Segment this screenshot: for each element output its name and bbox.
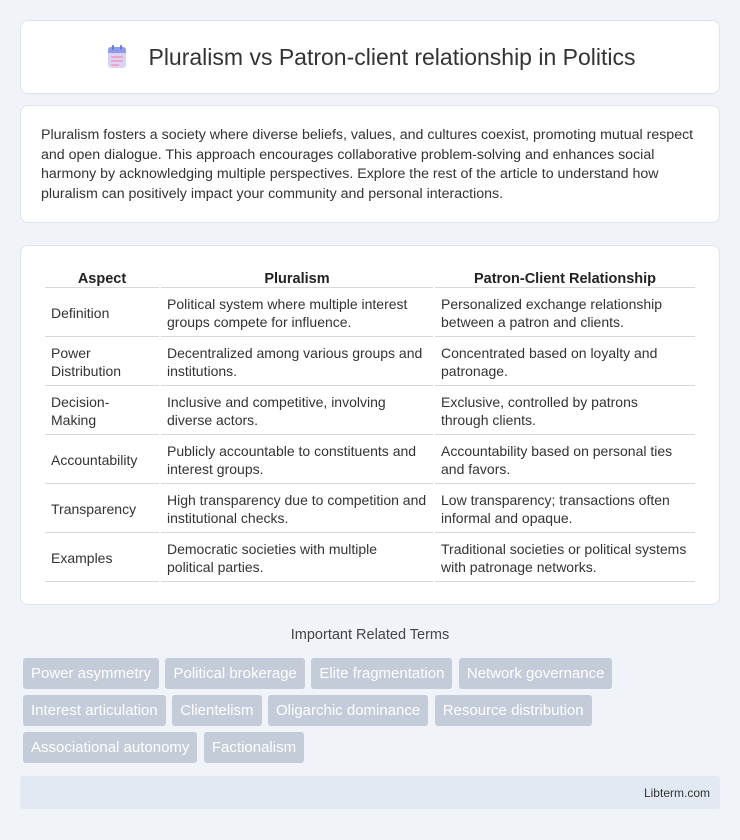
term-tag[interactable]: Clientelism: [172, 695, 261, 726]
term-tag[interactable]: Interest articulation: [23, 695, 166, 726]
row-aspect: Decision-Making: [45, 388, 159, 435]
row-aspect: Power Distribution: [45, 339, 159, 386]
table-row: [45, 535, 695, 582]
row-patron-client: Low transparency; transactions often informal and opaque.: [435, 486, 695, 533]
comparison-table: [43, 266, 697, 584]
row-patron-client: Traditional societies or political systems with patronage networks.: [435, 535, 695, 582]
term-tag[interactable]: Resource distribution: [435, 695, 592, 726]
header-pluralism: Pluralism: [161, 268, 433, 288]
term-tag[interactable]: Power asymmetry: [23, 658, 159, 689]
comparison-table-card: [20, 245, 720, 605]
table-row: [45, 388, 695, 435]
table-row: [45, 486, 695, 533]
footer-site-link[interactable]: Libterm.com: [643, 786, 710, 800]
row-aspect: Transparency: [45, 486, 159, 533]
row-patron-client: Personalized exchange relationship between a patron and clients.: [435, 290, 695, 337]
table-row: [45, 339, 695, 386]
term-tag[interactable]: Factionalism: [204, 732, 304, 763]
row-pluralism: High transparency due to competition and institutional checks.: [161, 486, 433, 533]
row-aspect: Accountability: [45, 437, 159, 484]
term-tag[interactable]: Network governance: [459, 658, 613, 689]
table-row: [45, 290, 695, 337]
row-pluralism: Political system where multiple interest groups compete for influence.: [161, 290, 433, 337]
document-icon: [104, 44, 130, 70]
row-aspect: Examples: [45, 535, 159, 582]
title-wrap: [104, 44, 635, 71]
intro-card: [20, 105, 720, 223]
header-patron-client: Patron-Client Relationship: [435, 268, 695, 288]
title-card: [20, 20, 720, 94]
related-terms-heading: Important Related Terms: [290, 627, 450, 643]
row-pluralism: Decentralized among various groups and institutions.: [161, 339, 433, 386]
table-header-row: [45, 268, 695, 288]
row-patron-client: Accountability based on personal ties and favors.: [435, 437, 695, 484]
footer: [20, 776, 720, 809]
page-title: Pluralism vs Patron-client relationship in Politics: [148, 43, 636, 70]
row-pluralism: Inclusive and competitive, involving diverse actors.: [161, 388, 433, 435]
row-pluralism: Publicly accountable to constituents and interest groups.: [161, 437, 433, 484]
term-tag[interactable]: Associational autonomy: [23, 732, 197, 763]
header-aspect: Aspect: [45, 268, 159, 288]
intro-paragraph: Pluralism fosters a society where diverse beliefs, values, and cultures coexist, promoting mutual respect and open dialogue. This approach encourages collaborative problem-solving and enhances social harmony by acknowledging multiple perspectives. Explore the rest of the article to understand how pluralism can positively impact your community and personal interactions.: [41, 127, 694, 202]
term-tag[interactable]: Elite fragmentation: [311, 658, 452, 689]
related-terms-list: [23, 658, 723, 769]
table-row: [45, 437, 695, 484]
row-patron-client: Concentrated based on loyalty and patronage.: [435, 339, 695, 386]
term-tag[interactable]: Political brokerage: [165, 658, 304, 689]
term-tag[interactable]: Oligarchic dominance: [268, 695, 428, 726]
row-pluralism: Democratic societies with multiple political parties.: [161, 535, 433, 582]
row-aspect: Definition: [45, 290, 159, 337]
row-patron-client: Exclusive, controlled by patrons through clients.: [435, 388, 695, 435]
